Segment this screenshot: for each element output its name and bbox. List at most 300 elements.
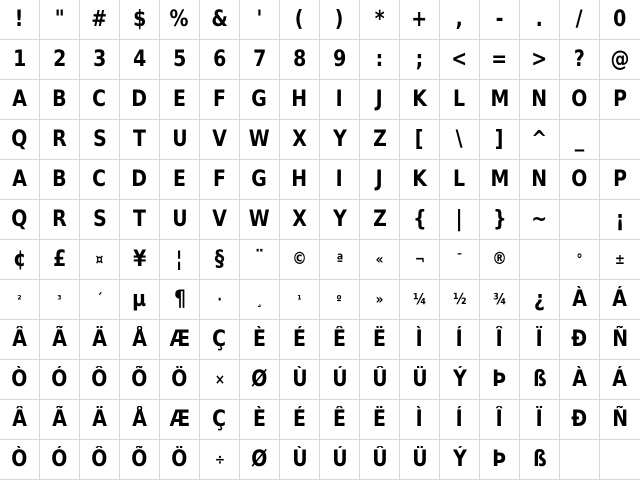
glyph-character: Ù xyxy=(291,366,308,392)
glyph-cell[interactable] xyxy=(440,80,480,120)
glyph-cell[interactable] xyxy=(440,400,480,440)
glyph-character: A xyxy=(12,166,27,192)
glyph-cell[interactable] xyxy=(240,320,280,360)
glyph-character: { xyxy=(412,206,427,232)
glyph-cell[interactable] xyxy=(240,200,280,240)
glyph-cell[interactable] xyxy=(160,160,200,200)
glyph-cell[interactable] xyxy=(360,400,400,440)
glyph-cell[interactable] xyxy=(0,280,40,320)
glyph-character: Â xyxy=(12,406,27,432)
glyph-cell[interactable] xyxy=(160,360,200,400)
glyph-cell[interactable] xyxy=(240,440,280,480)
glyph-character: ¡ xyxy=(615,206,625,232)
glyph-character: Ý xyxy=(452,366,467,392)
glyph-cell[interactable] xyxy=(200,200,240,240)
glyph-cell[interactable] xyxy=(120,280,160,320)
glyph-cell[interactable] xyxy=(80,80,120,120)
glyph-character: G xyxy=(251,166,268,192)
glyph-cell[interactable] xyxy=(600,320,640,360)
glyph-character: Ã xyxy=(52,326,67,352)
glyph-character: ¤ xyxy=(95,251,104,268)
glyph-cell[interactable] xyxy=(440,440,480,480)
glyph-cell[interactable] xyxy=(280,40,320,80)
glyph-cell[interactable] xyxy=(520,440,560,480)
glyph-character: . xyxy=(535,6,544,32)
glyph-character: H xyxy=(291,166,308,192)
glyph-character: W xyxy=(249,206,270,232)
glyph-cell[interactable] xyxy=(240,400,280,440)
glyph-cell[interactable] xyxy=(80,400,120,440)
glyph-cell[interactable] xyxy=(160,320,200,360)
glyph-cell[interactable] xyxy=(40,280,80,320)
glyph-character: Ø xyxy=(251,366,268,392)
glyph-cell[interactable] xyxy=(160,200,200,240)
glyph-character: Ä xyxy=(92,326,107,352)
glyph-cell[interactable] xyxy=(160,400,200,440)
glyph-character: 6 xyxy=(212,46,227,72)
glyph-cell[interactable] xyxy=(360,80,400,120)
glyph-character: Ç xyxy=(212,406,227,432)
glyph-character: \ xyxy=(456,126,463,152)
glyph-cell[interactable] xyxy=(40,320,80,360)
glyph-character: G xyxy=(251,86,268,112)
glyph-character: + xyxy=(411,6,428,32)
glyph-cell[interactable] xyxy=(320,240,360,280)
glyph-cell[interactable] xyxy=(80,0,120,40)
glyph-cell[interactable] xyxy=(40,0,80,40)
glyph-cell[interactable] xyxy=(120,120,160,160)
glyph-cell[interactable] xyxy=(560,80,600,120)
glyph-cell[interactable] xyxy=(0,40,40,80)
glyph-character: Ï xyxy=(535,326,544,352)
glyph-cell[interactable] xyxy=(400,80,440,120)
glyph-cell[interactable] xyxy=(520,200,560,240)
glyph-cell[interactable] xyxy=(280,200,320,240)
glyph-character: Y xyxy=(332,126,347,152)
glyph-character: ' xyxy=(256,6,263,32)
glyph-character: S xyxy=(92,126,107,152)
glyph-cell[interactable] xyxy=(160,80,200,120)
glyph-cell[interactable] xyxy=(40,240,80,280)
glyph-character: C xyxy=(92,86,107,112)
glyph-character: ( xyxy=(295,6,304,32)
glyph-character: Ú xyxy=(331,446,348,472)
glyph-cell[interactable] xyxy=(40,200,80,240)
glyph-cell[interactable] xyxy=(240,360,280,400)
glyph-cell[interactable] xyxy=(0,0,40,40)
glyph-cell[interactable] xyxy=(120,360,160,400)
glyph-cell[interactable] xyxy=(520,120,560,160)
glyph-cell[interactable] xyxy=(320,280,360,320)
glyph-character: Û xyxy=(371,366,388,392)
glyph-cell[interactable] xyxy=(120,160,160,200)
glyph-character: : xyxy=(375,46,384,72)
glyph-character: R xyxy=(52,206,67,232)
glyph-character: · xyxy=(217,291,222,308)
glyph-character: L xyxy=(453,166,466,192)
glyph-cell[interactable] xyxy=(240,240,280,280)
glyph-cell[interactable] xyxy=(200,160,240,200)
glyph-character: Ð xyxy=(571,326,588,352)
glyph-cell[interactable] xyxy=(480,360,520,400)
glyph-character: 4 xyxy=(132,46,147,72)
glyph-cell[interactable] xyxy=(440,0,480,40)
glyph-cell[interactable] xyxy=(480,0,520,40)
glyph-cell[interactable] xyxy=(40,360,80,400)
glyph-cell[interactable] xyxy=(160,40,200,80)
glyph-cell[interactable] xyxy=(320,360,360,400)
glyph-character: ~ xyxy=(531,206,548,232)
glyph-cell[interactable] xyxy=(120,320,160,360)
glyph-character: J xyxy=(375,166,384,192)
glyph-cell[interactable] xyxy=(600,200,640,240)
glyph-character: Ó xyxy=(51,446,68,472)
glyph-cell[interactable] xyxy=(360,320,400,360)
glyph-character: B xyxy=(52,166,67,192)
glyph-character: R xyxy=(52,126,67,152)
glyph-character: Y xyxy=(332,206,347,232)
glyph-character: @ xyxy=(610,46,630,72)
glyph-cell[interactable] xyxy=(480,440,520,480)
glyph-cell[interactable] xyxy=(280,320,320,360)
glyph-cell[interactable] xyxy=(40,40,80,80)
glyph-cell[interactable] xyxy=(400,360,440,400)
glyph-cell[interactable] xyxy=(200,120,240,160)
glyph-cell[interactable] xyxy=(320,320,360,360)
glyph-cell[interactable] xyxy=(480,160,520,200)
glyph-character: V xyxy=(212,126,227,152)
glyph-cell[interactable] xyxy=(400,240,440,280)
glyph-character: » xyxy=(375,291,384,308)
glyph-character: ß xyxy=(532,446,547,472)
glyph-cell[interactable] xyxy=(560,120,600,160)
glyph-cell[interactable] xyxy=(440,120,480,160)
glyph-cell[interactable] xyxy=(240,280,280,320)
glyph-cell[interactable] xyxy=(200,40,240,80)
glyph-cell[interactable] xyxy=(80,320,120,360)
glyph-cell[interactable] xyxy=(600,0,640,40)
glyph-cell[interactable] xyxy=(280,400,320,440)
glyph-character: F xyxy=(213,166,226,192)
glyph-character: I xyxy=(335,166,344,192)
glyph-cell[interactable] xyxy=(80,440,120,480)
glyph-cell[interactable] xyxy=(480,200,520,240)
glyph-cell[interactable] xyxy=(280,280,320,320)
glyph-cell[interactable] xyxy=(440,280,480,320)
glyph-cell[interactable] xyxy=(360,440,400,480)
glyph-cell[interactable] xyxy=(0,200,40,240)
glyph-cell[interactable] xyxy=(120,80,160,120)
glyph-cell[interactable] xyxy=(560,320,600,360)
glyph-cell[interactable] xyxy=(200,0,240,40)
glyph-cell[interactable] xyxy=(0,440,40,480)
glyph-cell[interactable] xyxy=(360,40,400,80)
glyph-cell[interactable] xyxy=(400,440,440,480)
glyph-character: À xyxy=(572,286,587,312)
glyph-cell[interactable] xyxy=(0,360,40,400)
glyph-character: ¬ xyxy=(414,251,425,268)
glyph-cell[interactable] xyxy=(120,0,160,40)
glyph-cell[interactable] xyxy=(200,280,240,320)
glyph-cell[interactable] xyxy=(560,360,600,400)
glyph-character: < xyxy=(451,46,468,72)
glyph-cell[interactable] xyxy=(80,120,120,160)
glyph-cell[interactable] xyxy=(40,440,80,480)
glyph-character: ] xyxy=(495,126,504,152)
glyph-character: Á xyxy=(612,286,628,312)
glyph-cell[interactable] xyxy=(600,360,640,400)
glyph-cell[interactable] xyxy=(520,360,560,400)
glyph-character: Í xyxy=(455,326,464,352)
glyph-cell[interactable] xyxy=(480,120,520,160)
glyph-character: À xyxy=(572,366,587,392)
glyph-cell[interactable] xyxy=(560,200,600,240)
glyph-cell[interactable] xyxy=(280,240,320,280)
glyph-cell[interactable] xyxy=(520,400,560,440)
glyph-cell[interactable] xyxy=(600,120,640,160)
glyph-cell[interactable] xyxy=(160,0,200,40)
glyph-cell[interactable] xyxy=(480,240,520,280)
glyph-cell[interactable] xyxy=(0,400,40,440)
glyph-cell[interactable] xyxy=(160,440,200,480)
glyph-cell[interactable] xyxy=(600,280,640,320)
glyph-character: É xyxy=(293,326,306,352)
glyph-cell[interactable] xyxy=(600,40,640,80)
glyph-character: $ xyxy=(132,6,147,32)
glyph-character: M xyxy=(490,86,509,112)
glyph-cell[interactable] xyxy=(120,200,160,240)
glyph-cell[interactable] xyxy=(320,0,360,40)
glyph-character: 1 xyxy=(12,46,27,72)
glyph-character: > xyxy=(531,46,548,72)
glyph-cell[interactable] xyxy=(280,120,320,160)
glyph-character: ¿ xyxy=(534,286,545,312)
glyph-cell[interactable] xyxy=(440,200,480,240)
glyph-cell[interactable] xyxy=(480,400,520,440)
glyph-cell[interactable] xyxy=(240,40,280,80)
glyph-cell[interactable] xyxy=(520,320,560,360)
glyph-cell[interactable] xyxy=(400,280,440,320)
glyph-cell[interactable] xyxy=(480,320,520,360)
glyph-cell[interactable] xyxy=(520,280,560,320)
glyph-character: S xyxy=(92,206,107,232)
glyph-cell[interactable] xyxy=(400,160,440,200)
glyph-cell[interactable] xyxy=(480,40,520,80)
glyph-character: Ö xyxy=(171,446,188,472)
glyph-cell[interactable] xyxy=(600,400,640,440)
glyph-cell[interactable] xyxy=(80,200,120,240)
glyph-character: [ xyxy=(415,126,424,152)
glyph-character: ¼ xyxy=(412,290,427,308)
glyph-cell[interactable] xyxy=(80,40,120,80)
glyph-character: K xyxy=(412,166,427,192)
glyph-cell[interactable] xyxy=(280,0,320,40)
glyph-cell[interactable] xyxy=(240,160,280,200)
glyph-cell[interactable] xyxy=(200,360,240,400)
glyph-cell[interactable] xyxy=(400,200,440,240)
glyph-cell[interactable] xyxy=(280,360,320,400)
glyph-cell[interactable] xyxy=(320,120,360,160)
glyph-cell[interactable] xyxy=(240,80,280,120)
glyph-character: U xyxy=(171,126,188,152)
glyph-cell[interactable] xyxy=(40,80,80,120)
glyph-character: D xyxy=(131,86,148,112)
glyph-cell[interactable] xyxy=(560,0,600,40)
glyph-cell[interactable] xyxy=(440,240,480,280)
glyph-cell[interactable] xyxy=(240,0,280,40)
glyph-cell[interactable] xyxy=(400,400,440,440)
glyph-cell[interactable] xyxy=(200,80,240,120)
glyph-cell[interactable] xyxy=(160,280,200,320)
glyph-cell[interactable] xyxy=(320,40,360,80)
glyph-cell[interactable] xyxy=(600,160,640,200)
glyph-cell[interactable] xyxy=(320,400,360,440)
glyph-cell[interactable] xyxy=(80,280,120,320)
glyph-character: 8 xyxy=(292,46,307,72)
glyph-cell[interactable] xyxy=(560,160,600,200)
glyph-character: Ù xyxy=(291,446,308,472)
glyph-character: Æ xyxy=(169,406,190,432)
glyph-character: % xyxy=(170,6,189,32)
glyph-cell[interactable] xyxy=(520,240,560,280)
glyph-cell[interactable] xyxy=(360,240,400,280)
glyph-character: × xyxy=(214,371,225,388)
glyph-cell[interactable] xyxy=(400,320,440,360)
glyph-cell[interactable] xyxy=(440,320,480,360)
glyph-cell[interactable] xyxy=(200,440,240,480)
glyph-cell[interactable] xyxy=(40,160,80,200)
glyph-cell[interactable] xyxy=(120,440,160,480)
glyph-cell[interactable] xyxy=(280,160,320,200)
glyph-cell[interactable] xyxy=(360,0,400,40)
glyph-character: T xyxy=(133,206,146,232)
glyph-cell[interactable] xyxy=(240,120,280,160)
glyph-cell[interactable] xyxy=(360,160,400,200)
glyph-cell[interactable] xyxy=(40,120,80,160)
glyph-character: Ò xyxy=(11,446,28,472)
glyph-character: C xyxy=(92,166,107,192)
glyph-cell[interactable] xyxy=(440,160,480,200)
glyph-cell[interactable] xyxy=(0,160,40,200)
glyph-cell[interactable] xyxy=(520,40,560,80)
glyph-cell[interactable] xyxy=(280,440,320,480)
glyph-cell[interactable] xyxy=(360,200,400,240)
glyph-character: Ö xyxy=(171,366,188,392)
glyph-character: Z xyxy=(372,206,387,232)
glyph-character: Õ xyxy=(131,366,148,392)
glyph-cell[interactable] xyxy=(600,80,640,120)
glyph-cell[interactable] xyxy=(0,120,40,160)
glyph-cell[interactable] xyxy=(320,160,360,200)
glyph-cell[interactable] xyxy=(160,120,200,160)
glyph-character: © xyxy=(292,249,307,269)
glyph-character: Î xyxy=(495,406,504,432)
glyph-character: F xyxy=(213,86,226,112)
glyph-character: 0 xyxy=(613,6,627,32)
glyph-character: È xyxy=(253,406,266,432)
glyph-character: P xyxy=(613,166,627,192)
glyph-character: ³ xyxy=(57,293,62,306)
glyph-character: 7 xyxy=(252,46,267,72)
glyph-cell[interactable] xyxy=(320,80,360,120)
glyph-character: ´ xyxy=(96,291,103,308)
glyph-cell[interactable] xyxy=(360,120,400,160)
glyph-character: J xyxy=(375,86,384,112)
glyph-character: E xyxy=(173,166,186,192)
glyph-cell[interactable] xyxy=(0,320,40,360)
glyph-character: Ò xyxy=(11,366,28,392)
glyph-cell[interactable] xyxy=(120,40,160,80)
glyph-cell[interactable] xyxy=(320,440,360,480)
glyph-character: Þ xyxy=(492,446,507,472)
glyph-character: 5 xyxy=(172,46,187,72)
glyph-cell[interactable] xyxy=(200,400,240,440)
glyph-cell[interactable] xyxy=(560,440,600,480)
glyph-character: Ñ xyxy=(612,406,628,432)
glyph-cell[interactable] xyxy=(80,160,120,200)
glyph-cell[interactable] xyxy=(600,440,640,480)
glyph-character: O xyxy=(571,86,588,112)
glyph-cell[interactable] xyxy=(0,240,40,280)
glyph-cell[interactable] xyxy=(480,80,520,120)
glyph-cell[interactable] xyxy=(0,80,40,120)
glyph-cell[interactable] xyxy=(440,360,480,400)
glyph-character: ¾ xyxy=(492,290,507,308)
glyph-character: K xyxy=(412,86,427,112)
glyph-character: ¯ xyxy=(456,251,463,268)
glyph-cell[interactable] xyxy=(520,80,560,120)
glyph-character: L xyxy=(453,86,466,112)
glyph-cell[interactable] xyxy=(520,160,560,200)
glyph-character: # xyxy=(91,6,108,32)
glyph-cell[interactable] xyxy=(200,240,240,280)
glyph-character: ± xyxy=(614,251,626,268)
glyph-cell[interactable] xyxy=(320,200,360,240)
glyph-cell[interactable] xyxy=(80,360,120,400)
glyph-cell[interactable] xyxy=(280,80,320,120)
glyph-character: X xyxy=(292,206,307,232)
glyph-cell[interactable] xyxy=(40,400,80,440)
glyph-character: º xyxy=(336,293,343,306)
glyph-cell[interactable] xyxy=(120,400,160,440)
glyph-cell[interactable] xyxy=(480,280,520,320)
glyph-cell[interactable] xyxy=(560,240,600,280)
glyph-cell[interactable] xyxy=(360,280,400,320)
glyph-cell[interactable] xyxy=(560,400,600,440)
glyph-cell[interactable] xyxy=(400,40,440,80)
glyph-cell[interactable] xyxy=(400,120,440,160)
glyph-character: Ê xyxy=(333,326,346,352)
glyph-cell[interactable] xyxy=(400,0,440,40)
glyph-cell[interactable] xyxy=(160,240,200,280)
glyph-character: W xyxy=(249,126,270,152)
glyph-character: U xyxy=(171,206,188,232)
glyph-cell[interactable] xyxy=(80,240,120,280)
glyph-character: P xyxy=(613,86,627,112)
glyph-character: * xyxy=(374,6,385,32)
glyph-cell[interactable] xyxy=(440,40,480,80)
glyph-cell[interactable] xyxy=(560,40,600,80)
glyph-cell[interactable] xyxy=(520,0,560,40)
glyph-cell[interactable] xyxy=(360,360,400,400)
glyph-character: M xyxy=(490,166,509,192)
glyph-cell[interactable] xyxy=(200,320,240,360)
glyph-character: Ü xyxy=(411,366,428,392)
glyph-character: 3 xyxy=(92,46,107,72)
glyph-cell[interactable] xyxy=(560,280,600,320)
glyph-cell[interactable] xyxy=(120,240,160,280)
glyph-cell[interactable] xyxy=(600,240,640,280)
